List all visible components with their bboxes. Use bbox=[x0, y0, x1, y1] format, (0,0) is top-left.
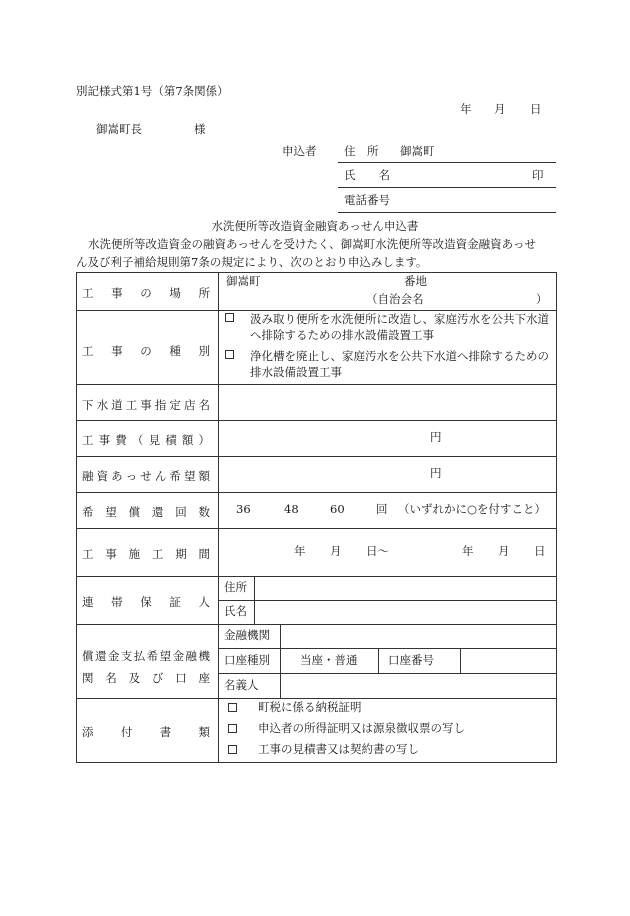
date-year: 年 bbox=[460, 102, 472, 116]
type-option-2-line-2: 排水設備設置工事 bbox=[250, 365, 342, 379]
label-char: （ bbox=[131, 433, 144, 447]
bank-label-line-1 bbox=[82, 648, 210, 664]
location-town: 御嵩町 bbox=[226, 274, 261, 288]
label-char: ん bbox=[154, 469, 167, 483]
loan-label bbox=[82, 468, 210, 484]
guarantor-name-label: 氏名 bbox=[224, 604, 247, 618]
repay-option-60[interactable]: 60 bbox=[330, 502, 345, 516]
label-char: 還 bbox=[151, 505, 164, 519]
cost-label bbox=[82, 432, 210, 448]
label-char: 連 bbox=[82, 595, 94, 609]
row-rule bbox=[76, 420, 557, 421]
label-char: 機 bbox=[198, 649, 210, 663]
applicant-name-label: 氏 名 bbox=[344, 168, 390, 182]
label-char: 工 bbox=[82, 433, 94, 447]
label-char: 工 bbox=[82, 344, 94, 358]
attachment-3-checkbox[interactable] bbox=[228, 745, 237, 754]
attachment-2-text: 申込者の所得証明又は源泉徴収票の写し bbox=[258, 721, 465, 735]
location-banchi: 番地 bbox=[404, 274, 427, 288]
applicant-address-label: 住 所 bbox=[344, 144, 379, 158]
label-char: 及 bbox=[128, 671, 141, 685]
label-char: 口 bbox=[175, 671, 187, 685]
label-char: 証 bbox=[169, 595, 181, 609]
label-char: 希 bbox=[169, 469, 181, 483]
loan-unit: 円 bbox=[430, 466, 442, 480]
intro-line-2: ん及び利子補給規則第7条の規定により、次のとおり申込みします。 bbox=[76, 255, 428, 269]
repay-unit: 回 bbox=[376, 502, 388, 516]
bank-holder-field[interactable] bbox=[281, 674, 556, 698]
cost-unit: 円 bbox=[430, 430, 442, 444]
label-char: 所 bbox=[198, 286, 210, 300]
table-left-border bbox=[76, 272, 77, 762]
row-rule bbox=[76, 528, 557, 529]
label-char: 工 bbox=[82, 286, 94, 300]
type-label bbox=[82, 343, 210, 359]
label-char: 関 bbox=[82, 671, 94, 685]
applicant-address-value: 御嵩町 bbox=[400, 144, 435, 158]
addressee: 御嵩町長 bbox=[96, 122, 142, 136]
guarantor-address-field[interactable] bbox=[255, 577, 556, 600]
label-char: 償 bbox=[82, 649, 94, 663]
label-char: 間 bbox=[198, 547, 210, 561]
label-char: 名 bbox=[105, 671, 117, 685]
label-char: 融 bbox=[82, 469, 94, 483]
period-label bbox=[82, 546, 210, 562]
label-char: 工 bbox=[82, 547, 94, 561]
repay-option-48[interactable]: 48 bbox=[284, 502, 299, 516]
attachment-1-text: 町税に係る納税証明 bbox=[258, 700, 362, 714]
bank-label-line-2 bbox=[82, 670, 210, 686]
bank-institution-field[interactable] bbox=[281, 625, 556, 648]
label-char: 保 bbox=[140, 595, 152, 609]
document-title: 水洗便所等改造資金融資あっせん申込書 bbox=[211, 219, 419, 233]
period-start-year: 年 bbox=[294, 544, 306, 558]
guarantor-label bbox=[82, 594, 210, 610]
label-char: 金 bbox=[107, 649, 120, 663]
label-char: 道 bbox=[111, 398, 123, 412]
applicant-label: 申込者 bbox=[282, 144, 317, 158]
bank-institution-label: 金融機関 bbox=[224, 628, 270, 642]
contractor-label bbox=[82, 397, 210, 413]
label-char: 事 bbox=[98, 433, 111, 447]
label-char: 資 bbox=[96, 469, 109, 483]
label-char: 積 bbox=[165, 433, 177, 447]
bank-account-number-field[interactable] bbox=[461, 649, 556, 673]
repay-label bbox=[82, 504, 210, 520]
label-char: 償 bbox=[128, 505, 141, 519]
label-char: 事 bbox=[111, 344, 123, 358]
type-option-2-checkbox[interactable] bbox=[225, 350, 234, 359]
table-right-border bbox=[556, 272, 557, 762]
guarantor-address-label: 住所 bbox=[224, 580, 247, 594]
attachment-2-checkbox[interactable] bbox=[228, 724, 237, 733]
period-end-year: 年 bbox=[462, 544, 474, 558]
applicant-phone-label: 電話番号 bbox=[344, 193, 390, 207]
label-char: 払 bbox=[133, 649, 146, 663]
attachment-1-checkbox[interactable] bbox=[228, 703, 237, 712]
location-label bbox=[82, 285, 210, 301]
type-option-1-line-1: 汲み取り便所を水洗便所に改造し、家庭汚水を公共下水道 bbox=[250, 312, 549, 326]
applicant-phone-rule bbox=[338, 212, 556, 213]
label-char: ） bbox=[198, 433, 210, 447]
label-char: 希 bbox=[82, 505, 94, 519]
label-char: の bbox=[140, 344, 152, 358]
label-char: 類 bbox=[198, 725, 210, 739]
label-char: っ bbox=[125, 469, 138, 483]
label-char: 額 bbox=[181, 433, 194, 447]
repay-option-36[interactable]: 36 bbox=[236, 502, 251, 516]
label-char: 施 bbox=[128, 547, 141, 561]
label-char: 座 bbox=[198, 671, 210, 685]
repay-note: （いずれかに○を付すこと） bbox=[398, 502, 547, 516]
row-rule bbox=[76, 456, 557, 457]
type-option-1-checkbox[interactable] bbox=[225, 313, 234, 322]
bank-account-number-label: 口座番号 bbox=[388, 653, 434, 667]
intro-line-1: 水洗便所等改造資金の融資あっせんを受けたく、御嵩町水洗便所等改造資金融資あっせ bbox=[88, 237, 537, 251]
type-option-1-line-2: へ排除するための排水設備設置工事 bbox=[250, 328, 434, 342]
bank-holder-label: 名義人 bbox=[224, 678, 259, 692]
row-rule bbox=[76, 762, 557, 763]
type-option-2-line-1: 浄化槽を廃止し、家庭汚水を公共下水道へ排除するための bbox=[250, 349, 549, 363]
label-char: せ bbox=[140, 469, 152, 483]
label-char: 事 bbox=[105, 547, 117, 561]
period-start-day: 日～ bbox=[366, 544, 389, 558]
label-char: 事 bbox=[111, 286, 123, 300]
bank-label bbox=[82, 648, 210, 686]
period-start-month: 月 bbox=[330, 544, 342, 558]
label-char: 人 bbox=[198, 595, 210, 609]
label-char: 添 bbox=[82, 725, 94, 739]
label-char: 工 bbox=[151, 547, 164, 561]
label-char: 額 bbox=[198, 469, 210, 483]
label-char: 金 bbox=[172, 649, 185, 663]
label-char: 支 bbox=[120, 649, 133, 663]
label-char: 期 bbox=[175, 547, 187, 561]
label-char: あ bbox=[111, 469, 123, 483]
label-char: 希 bbox=[146, 649, 159, 663]
applicant-name-rule bbox=[338, 187, 556, 188]
period-end-month: 月 bbox=[498, 544, 510, 558]
label-char: 融 bbox=[185, 649, 197, 663]
table-column-divider bbox=[218, 272, 219, 762]
label-char: 下 bbox=[82, 398, 94, 412]
row-rule bbox=[76, 272, 557, 273]
label-char: 別 bbox=[198, 344, 210, 358]
label-char: び bbox=[151, 671, 164, 685]
label-char: 定 bbox=[169, 398, 181, 412]
row-rule bbox=[76, 698, 557, 699]
row-rule bbox=[76, 492, 557, 493]
form-number: 別記様式第1号（第7条関係） bbox=[76, 84, 229, 98]
account-type-divider bbox=[378, 648, 379, 673]
row-rule bbox=[76, 310, 557, 311]
attachments-label bbox=[82, 724, 210, 740]
location-jichikai: （自治会名 bbox=[366, 292, 424, 306]
label-char: 見 bbox=[148, 433, 161, 447]
label-char: 望 bbox=[183, 469, 196, 483]
label-char: 還 bbox=[94, 649, 107, 663]
guarantor-name-field[interactable] bbox=[255, 601, 556, 624]
bank-account-type-value[interactable]: 当座・普通 bbox=[300, 653, 358, 667]
label-char: 帯 bbox=[111, 595, 123, 609]
label-char: 数 bbox=[198, 505, 210, 519]
contractor-field[interactable] bbox=[219, 385, 556, 420]
label-char: 場 bbox=[169, 286, 181, 300]
applicant-address-rule bbox=[338, 162, 556, 163]
label-char: 回 bbox=[175, 505, 187, 519]
attachment-3-text: 工事の見積書又は契約書の写し bbox=[258, 742, 419, 756]
period-end-day: 日 bbox=[534, 544, 546, 558]
seal-mark: 印 bbox=[532, 168, 544, 182]
label-char: 工 bbox=[125, 398, 138, 412]
label-char: 種 bbox=[169, 344, 181, 358]
label-char: 指 bbox=[154, 398, 167, 412]
label-char: 水 bbox=[96, 398, 109, 412]
label-char: 名 bbox=[198, 398, 210, 412]
label-char: 店 bbox=[183, 398, 196, 412]
label-char: 書 bbox=[159, 725, 172, 739]
label-char: 付 bbox=[120, 725, 133, 739]
date-day: 日 bbox=[530, 102, 542, 116]
bank-account-type-label: 口座種別 bbox=[224, 653, 270, 667]
label-char: 望 bbox=[159, 649, 172, 663]
honorific: 様 bbox=[194, 122, 206, 136]
label-char: 事 bbox=[140, 398, 152, 412]
label-char: の bbox=[140, 286, 152, 300]
label-char: 望 bbox=[105, 505, 117, 519]
label-char: 費 bbox=[115, 433, 127, 447]
location-close-paren: ） bbox=[536, 292, 548, 306]
date-month: 月 bbox=[494, 102, 506, 116]
